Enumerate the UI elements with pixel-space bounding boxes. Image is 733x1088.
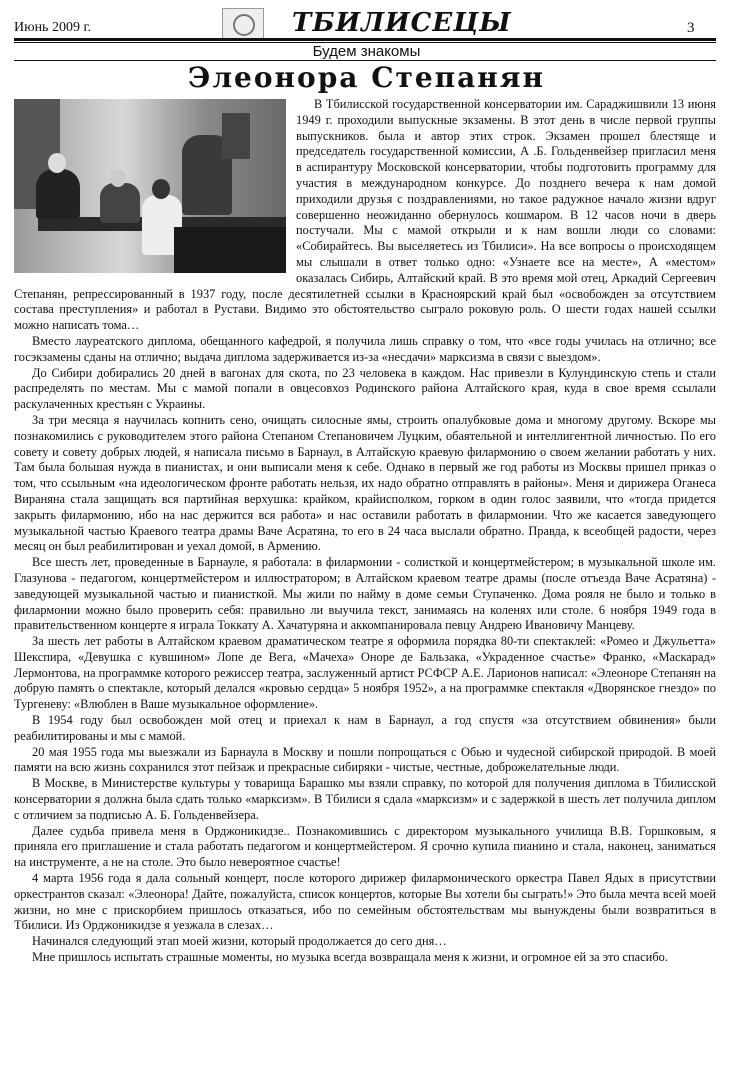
article-paragraph: Далее судьба привела меня в Орджоникидзе.. Познакомившись с директором музыкального училища В.В. Горшковым, я приняла его приглашение и стала работать педагогом и концертмейстером. Я срочно купила пианино и стала, наконец, заниматься на инструменте, а не на столе. Это было невероятное счастье!: [14, 823, 716, 870]
section-rubric: Будем знакомы: [312, 43, 421, 60]
article-body: [14, 97, 716, 966]
emblem-icon: [222, 8, 264, 40]
article-title: Элеонора Степанян: [188, 61, 545, 94]
issue-date: Июнь 2009 г.: [14, 20, 92, 35]
publication-title: ТБИЛИСЕЦЫ: [292, 8, 512, 38]
article-paragraph: Все шесть лет, проведенные в Барнауле, я работала: в филармонии - солисткой и концертмейстером; в музыкальной школе им. Глазунова - педагогом, концертмейстером и иллюстратором; в Алтайском краевом театре драмы (после отъезда Ваче Асратяна) - заведующей музыкальной частью и пианисткой. Мы жили по найму в доме семьи Ступаченко. Дома рояля не было и только в филармонии можно было проверить себя: правильно ли выучила текст, занимаясь на коленях или столе. 6 ноября 1949 года в правительственном концерте я играла Токкату А. Хачатуряна и аккомпанировала певцу Андрею Ивановичу Манцеву.: [14, 555, 716, 633]
page-number: 3: [687, 20, 695, 36]
article-paragraph: За три месяца я научилась копнить сено, очищать силосные ямы, строить опалубковые дома и многому другому. Вскоре мы познакомились с руководителем этого района Степаном Степановичем Луцким, обаятельной и интеллигентной личностью. По его совету и совету добрых людей, я написала письмо в Барнаул, в Алтайскую краевую филармонию о своем желании работать у них. Там была большая нужда в пианистах, и они выписали меня к себе. Однако в первый же год работы из Москвы пришел приказ о том, что ссыльным «на идеологическом фронте работать нельзя, их надо обратно отправлять в районы». Меня и дирижера Оганеса Вираняна стала защищать вся партийная верхушка: крайком, крайисполком, горком в один голос заявили, что «тогда придется закрыть филармонию, ибо на нас держится вся работа» и нас оставили работать в филармонии. Что же касается заведующего музыкальной частью Краевого театра драмы Ваче Асратяна, то его в 24 часа выслали обратно. Правда, к всеобщей радости, через месяц он был реабилитирован и уехал домой, в Армению.: [14, 412, 716, 554]
article-paragraph: За шесть лет работы в Алтайском краевом драматическом театре я оформила порядка 80-ти спектаклей: «Ромео и Джульетта» Шекспира, «Девушка с кувшином» Лопе де Вега, «Мачеха» Оноре де Бальзака, «Украденное счастье» Франко, «Маскарад» Лермонтова, на программке которого режиссер театра, заслуженный артист РСФСР А.Е. Ларионов написал: «Элеоноре Степанян на добрую память о спектакле, который делался «кровью сердца» 5 ноября 1952», а на программке спектакля «Дворянское гнездо» по Тургеневу: «Влюблен в Ваше музыкальное оформление».: [14, 634, 716, 712]
article-paragraph: 4 марта 1956 года я дала сольный концерт, после которого дирижер филармонического оркестра Павел Ядых в присутствии оркестрантов сказал: «Элеонора! Дайте, пожалуйста, список концертов, которые Вы хотели бы сыграть!» Это была мечта всей моей жизни, но мне с прискорбием пришлось отказаться, ибо по семейным обстоятельствам мы вынуждены были возвратиться в Тбилиси. Из Орджоникидзе я уезжала в слезах…: [14, 871, 716, 933]
header-rule: [14, 38, 716, 41]
article-paragraph: До Сибири добирались 20 дней в вагонах для скота, по 23 человека в каждом. Нас привезли в Кулундинскую степь и стали распределять по местам. Мы с мамой попали в овцесовхоз Родинского района Алтайского края, куда в свое время ссылали раскулаченных крестьян с Украины.: [14, 365, 716, 412]
article-paragraph: Мне пришлось испытать страшные моменты, но музыка всегда возвращала меня к жизни, и огромное ей за это спасибо.: [32, 950, 668, 965]
article-paragraph: В Москве, в Министерстве культуры у товарища Барашко мы взяли справку, по которой для получения диплома в Тбилисской консерватории я должна была сдать только «марксизм». В Тбилиси я сдала «марксизм» и с задержкой в шесть лет получила диплом с отличием за подписью А. Б. Гольденвейзера.: [14, 776, 716, 822]
article-paragraph: 20 мая 1955 года мы выезжали из Барнаула в Москву и пошли попрощаться с Обью и чудесной сибирской природой. В моей памяти на всю жизнь сохранился этот пейзаж и прекрасные сибиряки - чистые, честные, доброжелательные люди.: [14, 744, 716, 775]
photo-spacer: [14, 97, 296, 275]
article-paragraph: Начинался следующий этап моей жизни, который продолжается до сего дня…: [32, 934, 447, 949]
article-paragraph: В 1954 году был освобожден мой отец и приехал к нам в Барнаул, а год спустя «за отсутствием обвинения» были реабилитированы и мы с мамой.: [14, 713, 716, 743]
article-paragraph: В Тбилисской государственной консерватории им. Сараджишвили 13 июня 1949 г. проходили выпускные экзамены. В этот день в числе первой группы выпускников. была и автор этих строк. Экзамен прошел блестяще и председатель государственной комиссии, А .Б. Гольденвейзер пригласил меня в аспирантуру Московской консерватории, чтобы подготовить программу для участия в международном конкурсе. До позднего вечера к нам домой приходили друзья с поздравлениями, но такое радужное начало жизни вдруг совершенно неожиданно обернулось кошмаром. В 12 часов ночи в дверь постучали. Мы с мамой открыли и к нам вошли люди со словами: «Собирайтесь. Вы выселяетесь из Тбилиси». На все вопросы о происходящем мы слышали в ответ только одно: «Узнаете все на месте», А «местом» оказалась Сибирь, Алтайский край. В это время мой отец, Аркадий Сергеевич Степанян, репрессированный в 1937 году, после десятилетней ссылки в Красноярский край был «освобожден за отсутствием состава преступления» и работал в Рустави. Видимо это обстоятельство сыграло роковую роль. О шести годах нашей ссылки можно написать тома…: [14, 97, 716, 333]
article-paragraph: Вместо лауреатского диплома, обещанного кафедрой, я получила лишь справку о том, что «все годы училась на отлично; все госэкзамены сданы на отлично; выдача диплома задерживается из-за «несдачи» марксизма в связи с выездом».: [14, 333, 716, 364]
